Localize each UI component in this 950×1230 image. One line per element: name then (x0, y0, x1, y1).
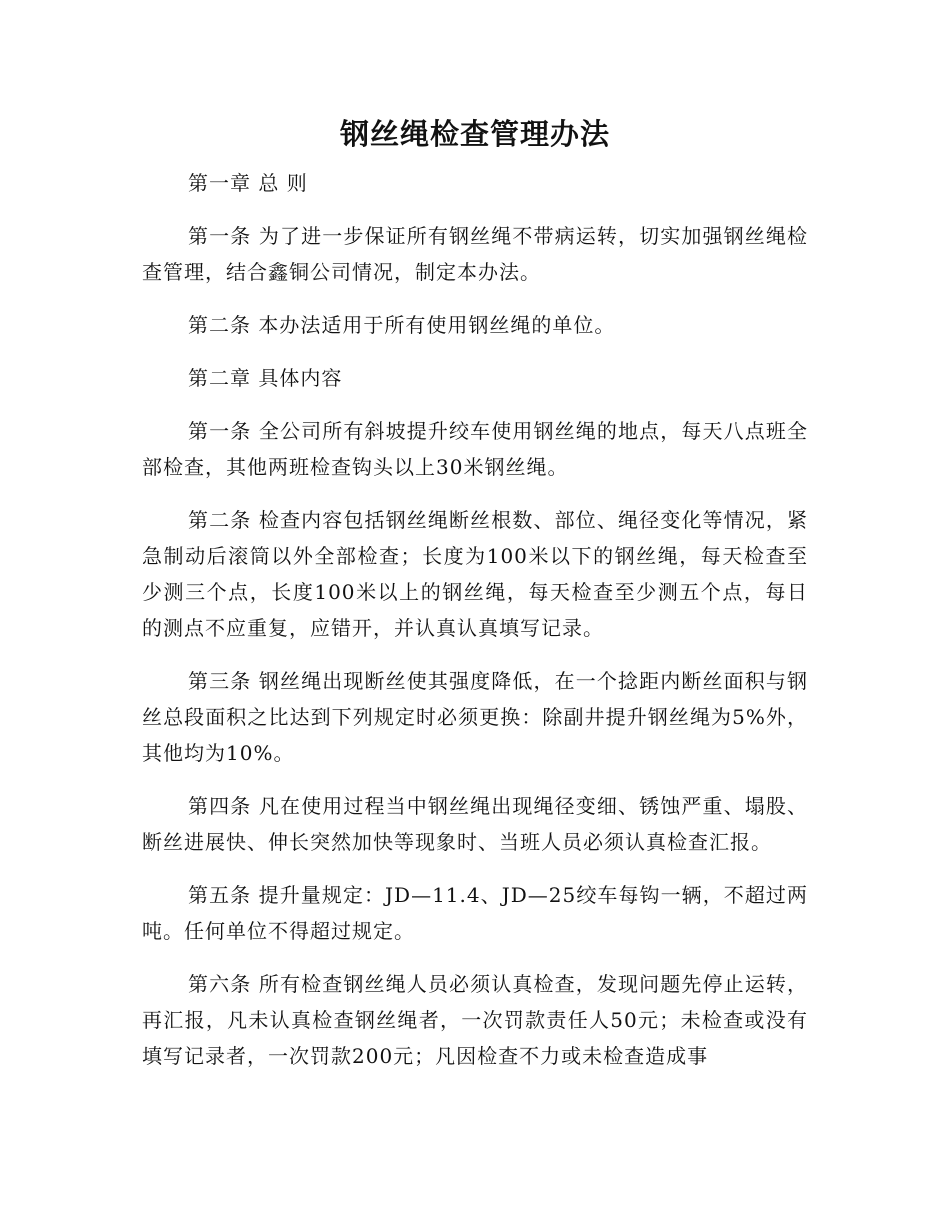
document-title: 钢丝绳检查管理办法 (339, 117, 610, 151)
article-paragraph: 第一条 全公司所有斜坡提升绞车使用钢丝绳的地点，每天八点班全部检查，其他两班检查钩头以上30米钢丝绳。 (142, 419, 808, 479)
article-paragraph: 第五条 提升量规定：JD—11.4、JD—25绞车每钩一辆，不超过两吨。任何单位不得超过规定。 (142, 883, 808, 943)
article-paragraph: 第二条 本办法适用于所有使用钢丝绳的单位。 (188, 313, 616, 337)
chapter-heading: 第一章 总 则 (188, 171, 308, 195)
article-paragraph: 第三条 钢丝绳出现断丝使其强度降低，在一个捻距内断丝面积与钢丝总段面积之比达到下列规定时必须更换：除副井提升钢丝绳为5%外，其他均为10%。 (142, 669, 808, 765)
article-paragraph: 第一条 为了进一步保证所有钢丝绳不带病运转，切实加强钢丝绳检查管理，结合鑫铜公司情况，制定本办法。 (142, 224, 808, 284)
article-paragraph: 第二条 检查内容包括钢丝绳断丝根数、部位、绳径变化等情况，紧急制动后滚筒以外全部检查；长度为100米以下的钢丝绳，每天检查至少测三个点，长度100米以上的钢丝绳，每天检查至少测五个点，每日的测点不应重复，应错开，并认真认真填写记录。 (142, 508, 808, 640)
article-paragraph: 第四条 凡在使用过程当中钢丝绳出现绳径变细、锈蚀严重、塌股、断丝进展快、伸长突然加快等现象时、当班人员必须认真检查汇报。 (142, 794, 808, 854)
article-paragraph: 第六条 所有检查钢丝绳人员必须认真检查，发现问题先停止运转，再汇报，凡未认真检查钢丝绳者，一次罚款责任人50元；未检查或没有填写记录者，一次罚款200元；凡因检查不力或未检查造成事 (142, 972, 808, 1068)
document-body (142, 165, 808, 1091)
chapter-heading: 第二章 具体内容 (188, 366, 343, 390)
